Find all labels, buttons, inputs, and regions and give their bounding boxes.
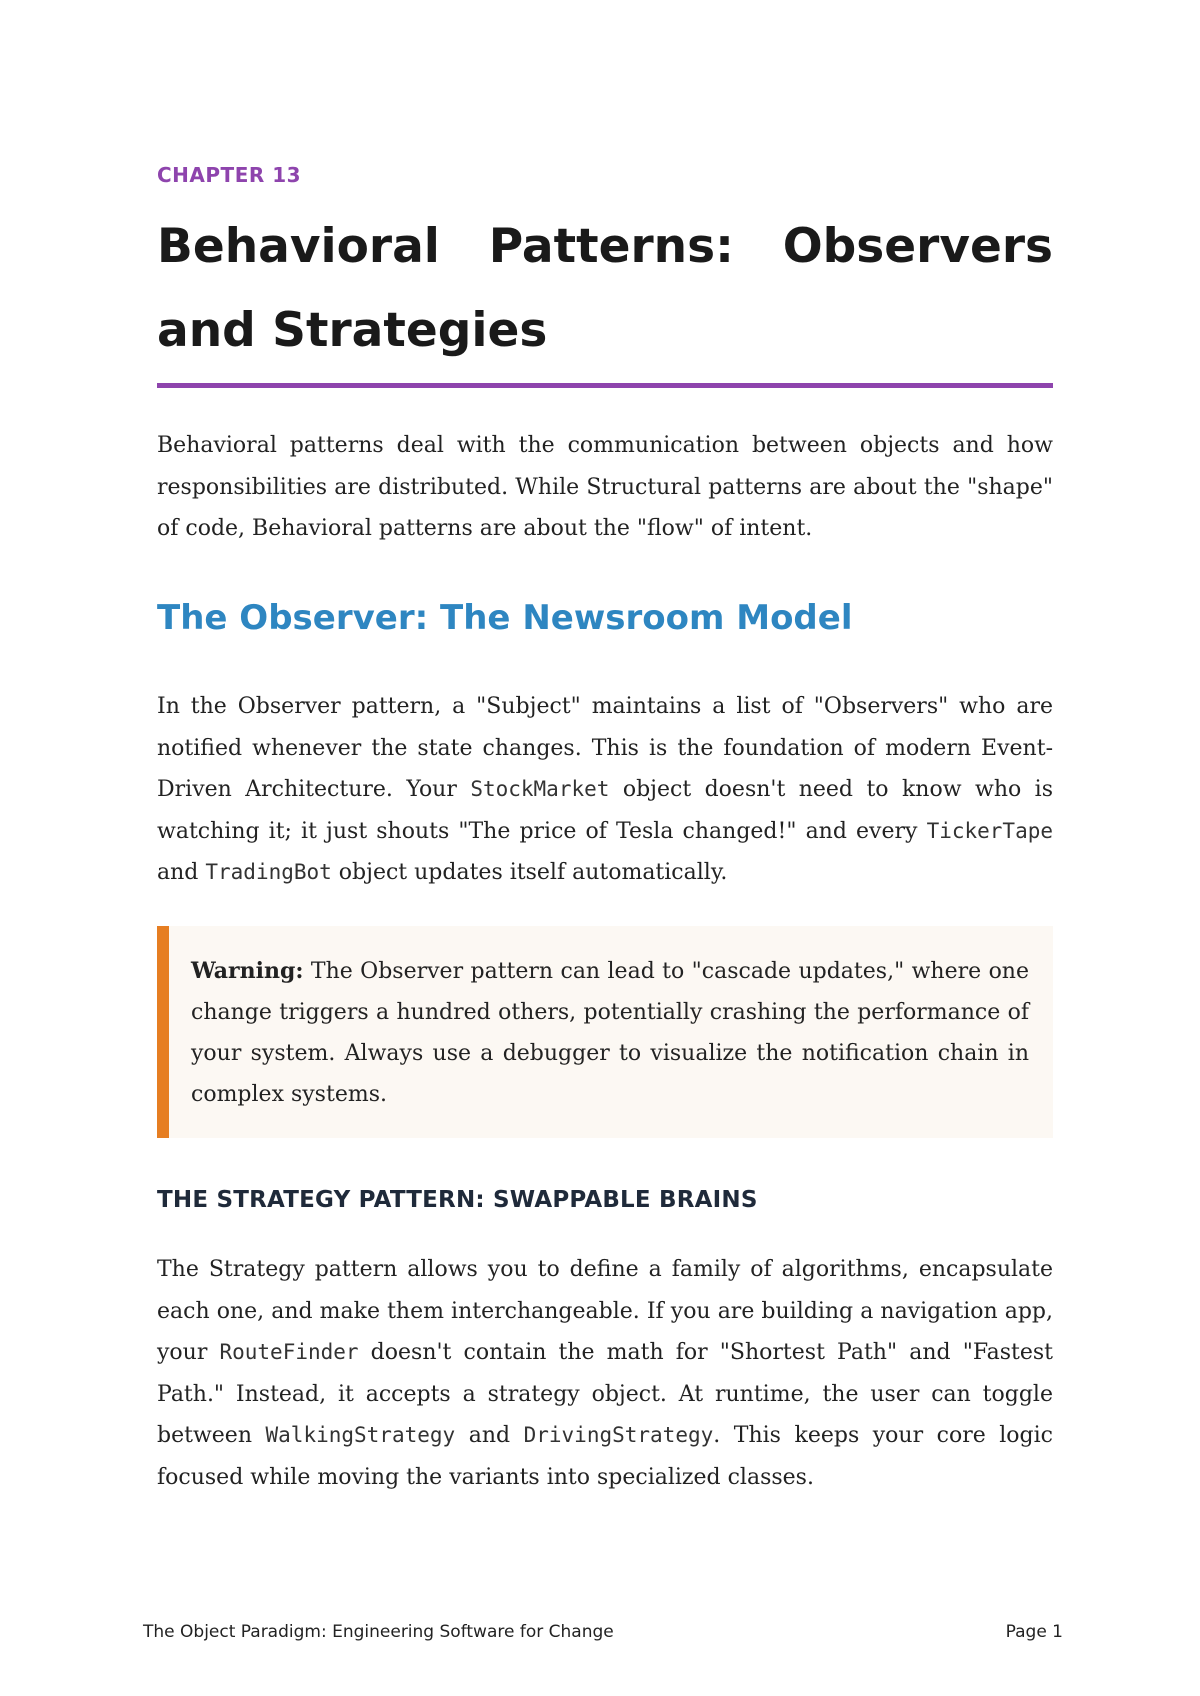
text-run: object doesn't need to know who is watching it; it just shouts "The price of Tesla changed!" and every <box>157 777 1053 844</box>
footer-book-title: The Object Paradigm: Engineering Software for Change <box>143 1622 614 1642</box>
observer-paragraph <box>157 686 1053 894</box>
text-run: and <box>455 1423 524 1448</box>
warning-label: Warning: <box>191 958 304 984</box>
section-heading-observer: The Observer: The Newsroom Model <box>157 598 853 638</box>
warning-text <box>191 951 1029 1115</box>
code-drivingstrategy: DrivingStrategy <box>523 1423 714 1447</box>
footer-page-number: Page 1 <box>1005 1622 1063 1642</box>
warning-body: The Observer pattern can lead to "cascade updates," where one change triggers a hundred others, potentially crashing the performance of your system. Always use a debugger to visualize the notification chain in complex systems. <box>191 959 1029 1107</box>
warning-callout <box>157 926 1053 1138</box>
text-run: In the Observer pattern, a "Subject" maintains a list of "Observers" who are notified whenever the state changes. This is the foundation of modern Event-Driven Architecture. Your <box>157 694 1053 802</box>
strategy-paragraph <box>157 1249 1053 1498</box>
text-run: doesn't contain the math for "Shortest Path" and "Fastest Path." Instead, it accepts a strategy object. At runtime, the user can toggle between <box>157 1340 1053 1448</box>
text-run: and <box>157 860 206 885</box>
chapter-label: CHAPTER 13 <box>157 163 302 187</box>
code-stockmarket: StockMarket <box>470 777 610 801</box>
page-footer <box>143 1622 1063 1642</box>
code-tradingbot: TradingBot <box>205 860 332 884</box>
section-heading-strategy: THE STRATEGY PATTERN: SWAPPABLE BRAINS <box>157 1187 758 1213</box>
code-walkingstrategy: WalkingStrategy <box>265 1423 456 1447</box>
title-divider <box>157 383 1053 388</box>
text-run: The Strategy pattern allows you to define a family of algorithms, encapsulate each one, and make them interchangeable. If you are building a navigation app, your <box>157 1257 1053 1365</box>
code-routefinder: RouteFinder <box>219 1340 359 1364</box>
code-tickertape: TickerTape <box>926 818 1053 843</box>
chapter-title: Behavioral Patterns: Observers and Strategies <box>157 219 1053 358</box>
text-run: object updates itself automatically. <box>331 860 728 885</box>
text-run: . This keeps your core logic focused while moving the variants into specialized classes. <box>157 1423 1053 1490</box>
intro-paragraph: Behavioral patterns deal with the communication between objects and how responsibilities are distributed. While Structural patterns are about the "shape" of code, Behavioral patterns are about the "flow" of intent. <box>157 433 1053 541</box>
